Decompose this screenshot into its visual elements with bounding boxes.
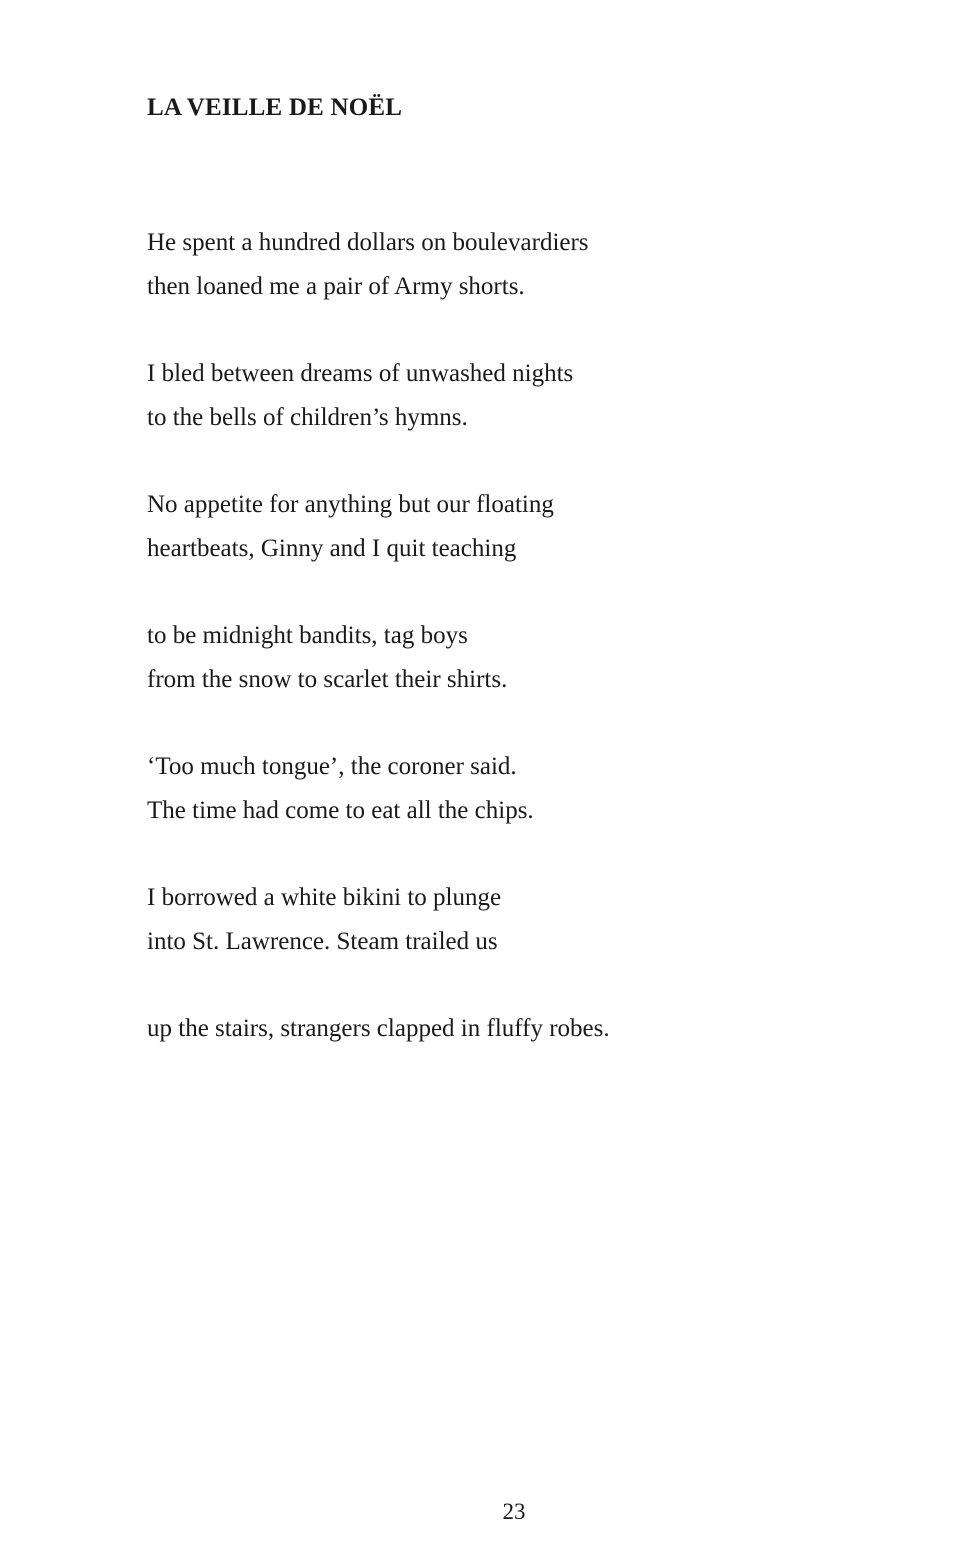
- poem-line: He spent a hundred dollars on boulevardiers: [147, 229, 589, 256]
- poem-line: to be midnight bandits, tag boys: [147, 622, 468, 649]
- stanza: [147, 614, 867, 702]
- poem-body: [147, 221, 867, 1094]
- poem-line: The time had come to eat all the chips.: [147, 797, 534, 824]
- poem-line: No appetite for anything but our floating: [147, 491, 554, 518]
- page-number: 23: [502, 1499, 526, 1524]
- stanza: [147, 221, 867, 309]
- poem-title: LA VEILLE DE NOËL: [147, 94, 403, 121]
- poem-line: I borrowed a white bikini to plunge: [147, 884, 502, 911]
- poem-line: from the snow to scarlet their shirts.: [147, 666, 508, 693]
- stanza: [147, 745, 867, 833]
- stanza: [147, 1007, 867, 1051]
- poem-line: ‘Too much tongue’, the coroner said.: [147, 753, 517, 780]
- poem-line: to the bells of children’s hymns.: [147, 404, 468, 431]
- stanza: [147, 876, 867, 964]
- poem-line: heartbeats, Ginny and I quit teaching: [147, 535, 517, 562]
- stanza: [147, 352, 867, 440]
- poem-line: up the stairs, strangers clapped in fluffy robes.: [147, 1015, 610, 1042]
- poem-line: then loaned me a pair of Army shorts.: [147, 273, 525, 300]
- stanza: [147, 483, 867, 571]
- poem-line: into St. Lawrence. Steam trailed us: [147, 928, 498, 955]
- poem-line: I bled between dreams of unwashed nights: [147, 360, 574, 387]
